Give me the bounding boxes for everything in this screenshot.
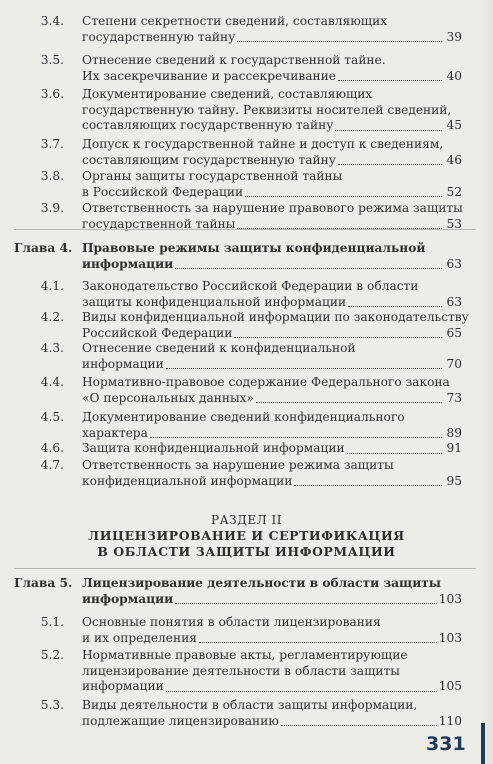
- dot-leader: [348, 305, 442, 307]
- entry-title-text: «О персональных данных»: [82, 390, 255, 405]
- dot-leader: [199, 641, 437, 643]
- entry-title-text: государственную тайну: [82, 29, 236, 44]
- entry-title-text: Отнесение сведений к государственной тайне.: [82, 53, 386, 67]
- chapter-number: Глава 5.: [14, 576, 73, 590]
- entry-title-text: и их определения: [82, 630, 197, 645]
- entry-title-line: [82, 375, 462, 391]
- entry-title: [82, 310, 469, 341]
- dot-leader: [335, 129, 442, 131]
- page-reference: 95: [446, 473, 462, 488]
- entry-title-line: [82, 69, 462, 85]
- entry-title-line: [82, 185, 462, 201]
- entry-title-text: Степени секретности сведений, составляющих: [82, 14, 388, 28]
- dot-leader: [338, 163, 442, 165]
- section-number: 4.7.: [40, 458, 64, 472]
- entry-title-text: Органы защиты государственной тайны: [82, 169, 343, 183]
- entry-title-line: [82, 615, 462, 631]
- entry-title: [82, 458, 462, 489]
- entry-title-line: [82, 14, 462, 30]
- entry-title-line: [82, 241, 462, 257]
- section-number: 3.4.: [40, 14, 64, 28]
- section-number: 5.2.: [40, 648, 64, 662]
- page-reference: 70: [446, 356, 462, 371]
- entry-title-text: Отнесение сведений к конфиденциальной: [82, 341, 356, 355]
- entry-title: [82, 241, 462, 272]
- entry-title-text: защиты конфиденциальной информации: [82, 294, 347, 309]
- entry-title-line: [82, 295, 462, 311]
- entry-title-text: конфиденциальной информации: [82, 473, 293, 488]
- page-reference: 89: [446, 425, 462, 440]
- entry-title-text: составляющим государственную тайну: [82, 152, 336, 167]
- entry-title-line: [82, 87, 462, 103]
- page-reference: 105: [438, 679, 462, 693]
- page-reference: 45: [446, 118, 462, 132]
- entry-title: [82, 201, 462, 232]
- entry-title: [82, 279, 462, 310]
- section-heading: [0, 512, 493, 560]
- entry-title-line: [82, 426, 462, 442]
- entry-title-line: [82, 103, 462, 119]
- section-number: 3.5.: [40, 53, 64, 67]
- entry-title-line: [82, 576, 462, 592]
- entry-title: [82, 87, 462, 134]
- entry-title-line: [82, 592, 462, 608]
- dot-leader: [166, 690, 437, 692]
- page-reference: 52: [446, 184, 462, 199]
- entry-title-text: Документирование сведений, составляющих: [82, 87, 373, 101]
- entry-title-text: Защита конфиденциальной информации: [82, 441, 345, 455]
- entry-title-line: [82, 326, 462, 342]
- section-number: 5.3.: [40, 698, 64, 712]
- page-reference: 63: [446, 256, 462, 271]
- entry-title-line: [82, 648, 462, 664]
- page-reference: 91: [446, 441, 462, 455]
- dot-leader: [338, 79, 442, 81]
- entry-title: [82, 169, 462, 200]
- entry-title-text: Ответственность за нарушение режима защиты: [82, 458, 394, 472]
- entry-title-line: [82, 714, 462, 730]
- entry-title-text: Основные понятия в области лицензирования: [82, 615, 381, 629]
- page-reference: 39: [446, 29, 462, 44]
- entry-title-line: [82, 341, 462, 357]
- entry-title-text: Законодательство Российской Федерации в области: [82, 279, 419, 293]
- entry-title: [82, 137, 462, 168]
- entry-title-text: Нормативно-правовое содержание Федерального закона: [82, 375, 450, 389]
- section-title-line-2: В ОБЛАСТИ ЗАЩИТЫ ИНФОРМАЦИИ: [97, 544, 396, 559]
- page-edge-shadow: [479, 0, 493, 764]
- dot-leader: [281, 724, 437, 726]
- entry-title-text: Правовые режимы защиты конфиденциальной: [82, 241, 426, 255]
- entry-title-text: Допуск к государственной тайне и доступ к сведениям,: [82, 137, 444, 151]
- page-reference: 110: [438, 713, 462, 728]
- entry-title: [82, 576, 462, 607]
- entry-title-line: [82, 310, 469, 326]
- entry-title-text: характера: [82, 425, 148, 440]
- page-reference: 46: [446, 152, 462, 167]
- entry-title-text: информации: [82, 256, 174, 271]
- dot-leader: [256, 401, 442, 403]
- entry-title-line: [82, 357, 462, 373]
- section-number: 4.6.: [40, 441, 64, 455]
- dot-leader: [234, 336, 442, 338]
- section-number: 3.9.: [40, 201, 64, 215]
- entry-title: [82, 698, 462, 729]
- entry-title-text: информации: [82, 679, 164, 693]
- entry-title-line: [82, 679, 462, 695]
- section-label: РАЗДЕЛ II: [211, 513, 282, 527]
- page-reference: 63: [446, 294, 462, 309]
- entry-title-text: Российской Федерации: [82, 325, 233, 340]
- entry-title: [82, 648, 462, 695]
- entry-title-line: [82, 118, 462, 134]
- entry-title-line: [82, 137, 462, 153]
- entry-title-line: [82, 153, 462, 169]
- section-number: 4.2.: [40, 310, 64, 324]
- entry-title-text: подлежащие лицензированию: [82, 713, 279, 728]
- dot-leader: [245, 195, 442, 197]
- chapter-divider: [14, 229, 476, 230]
- entry-title-line: [82, 257, 462, 273]
- section-title-line-1: ЛИЦЕНЗИРОВАНИЕ И СЕРТИФИКАЦИЯ: [88, 528, 405, 543]
- chapter-number: Глава 4.: [14, 241, 73, 255]
- entry-title-line: [82, 53, 462, 69]
- page-number-bar: [481, 723, 485, 764]
- section-number: 4.1.: [40, 279, 64, 293]
- section-number: 4.5.: [40, 410, 64, 424]
- page-reference: 40: [446, 68, 462, 83]
- entry-title-line: [82, 458, 462, 474]
- dot-leader: [347, 452, 442, 454]
- page-reference: 73: [446, 390, 462, 405]
- entry-title-text: составляющих государственную тайну: [82, 118, 334, 132]
- entry-title-text: Нормативные правовые акты, регламентирующие: [82, 648, 408, 662]
- entry-title-line: [82, 441, 462, 457]
- entry-title-line: [82, 201, 462, 217]
- page-reference: 103: [438, 591, 462, 606]
- entry-title: [82, 375, 462, 406]
- entry-title-text: лицензирование деятельности в области защиты: [82, 663, 400, 678]
- entry-title-line: [82, 698, 462, 714]
- dot-leader: [237, 40, 442, 42]
- entry-title: [82, 341, 462, 372]
- entry-title: [82, 14, 462, 45]
- entry-title: [82, 53, 462, 84]
- section-number: 3.8.: [40, 169, 64, 183]
- entry-title-text: Документирование сведений конфиденциального: [82, 410, 405, 424]
- dot-leader: [175, 602, 437, 604]
- entry-title-text: информации: [82, 591, 174, 606]
- entry-title-line: [82, 664, 462, 680]
- section-number: 4.3.: [40, 341, 64, 355]
- page-number: 331: [426, 733, 466, 755]
- entry-title-text: информации: [82, 356, 164, 371]
- section-number: 4.4.: [40, 375, 64, 389]
- entry-title-line: [82, 391, 462, 407]
- dot-leader: [175, 267, 442, 269]
- entry-title-text: Виды конфиденциальной информации по законодательству: [82, 310, 469, 324]
- entry-title-line: [82, 631, 462, 647]
- entry-title: [82, 441, 462, 457]
- entry-title-text: Виды деятельности в области защиты информации,: [82, 698, 418, 712]
- entry-title-line: [82, 30, 462, 46]
- entry-title-text: государственной тайны: [82, 216, 236, 231]
- entry-title-line: [82, 410, 462, 426]
- entry-title: [82, 410, 462, 441]
- dot-leader: [150, 436, 442, 438]
- entry-title-text: Ответственность за нарушение правового режима защиты: [82, 201, 463, 215]
- entry-title-text: государственную тайну. Реквизиты носителей сведений,: [82, 102, 452, 117]
- entry-title-text: Лицензирование деятельности в области защиты: [82, 576, 442, 590]
- entry-title: [82, 615, 462, 646]
- section-number: 3.7.: [40, 137, 64, 151]
- entry-title-text: в Российской Федерации: [82, 184, 244, 199]
- page-reference: 65: [446, 325, 462, 340]
- section-number: 3.6.: [40, 87, 64, 101]
- section-number: 5.1.: [40, 615, 64, 629]
- entry-title-line: [82, 474, 462, 490]
- section-divider: [14, 568, 476, 569]
- dot-leader: [166, 367, 442, 369]
- entry-title-text: Их засекречивание и рассекречивание: [82, 68, 336, 83]
- page-reference: 103: [438, 630, 462, 645]
- dot-leader: [294, 484, 442, 486]
- page-reference: 53: [446, 216, 462, 231]
- entry-title-line: [82, 169, 462, 185]
- entry-title-line: [82, 279, 462, 295]
